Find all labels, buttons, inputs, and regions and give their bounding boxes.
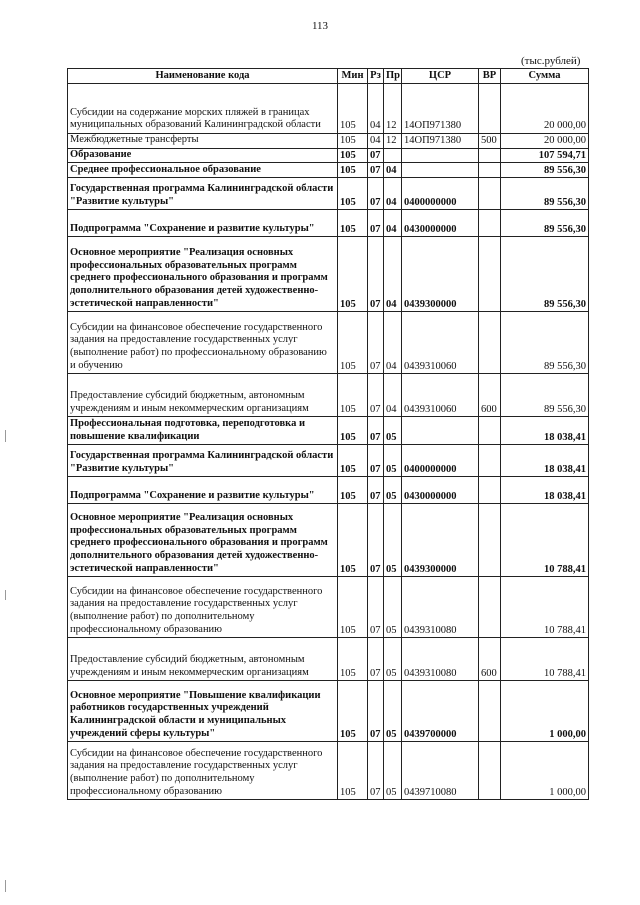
header-sum: Сумма xyxy=(501,69,589,84)
margin-mark xyxy=(5,430,6,442)
table-body xyxy=(68,84,589,800)
cell-pr: 04 xyxy=(384,163,402,178)
cell-csr xyxy=(402,163,479,178)
cell-csr: 0439710080 xyxy=(402,742,479,800)
cell-name: Субсидии на финансовое обеспечение государственного задания на предоставление государственных услуг (выполнение работ) по дополнительному профессиональному образованию xyxy=(68,742,338,800)
cell-name: Межбюджетные трансферты xyxy=(68,134,338,149)
table-row xyxy=(68,134,589,149)
cell-pr: 04 xyxy=(384,237,402,312)
cell-name: Субсидии на финансовое обеспечение государственного задания на предоставление государственных услуг (выполнение работ) по дополнительному профессиональному образованию xyxy=(68,577,338,638)
cell-sum: 10 788,41 xyxy=(501,638,589,681)
cell-min: 105 xyxy=(338,374,368,417)
cell-min: 105 xyxy=(338,504,368,577)
cell-pr: 05 xyxy=(384,742,402,800)
table-header-row xyxy=(68,69,589,84)
cell-sum: 1 000,00 xyxy=(501,681,589,742)
table-row xyxy=(68,638,589,681)
header-rz: Рз xyxy=(368,69,384,84)
cell-csr xyxy=(402,148,479,163)
cell-rz: 04 xyxy=(368,134,384,149)
cell-pr: 04 xyxy=(384,312,402,374)
cell-sum: 18 038,41 xyxy=(501,477,589,504)
cell-pr: 05 xyxy=(384,504,402,577)
units-label: (тыс.рублей) xyxy=(521,55,581,67)
cell-min: 105 xyxy=(338,638,368,681)
cell-pr: 04 xyxy=(384,178,402,210)
cell-min: 105 xyxy=(338,312,368,374)
cell-name: Образование xyxy=(68,148,338,163)
header-pr: Пр xyxy=(384,69,402,84)
cell-pr: 05 xyxy=(384,445,402,477)
cell-pr: 05 xyxy=(384,638,402,681)
cell-name: Основное мероприятие "Повышение квалификации работников государственных учреждений Калининградской области и муниципальных учреждений сферы культуры" xyxy=(68,681,338,742)
table-row xyxy=(68,84,589,134)
cell-vr xyxy=(479,312,501,374)
cell-vr xyxy=(479,148,501,163)
table-row xyxy=(68,417,589,445)
cell-pr: 04 xyxy=(384,374,402,417)
cell-vr xyxy=(479,210,501,237)
cell-csr: 0400000000 xyxy=(402,445,479,477)
cell-min: 105 xyxy=(338,178,368,210)
cell-csr: 0400000000 xyxy=(402,178,479,210)
cell-pr: 05 xyxy=(384,681,402,742)
table-row xyxy=(68,504,589,577)
cell-rz: 07 xyxy=(368,163,384,178)
cell-min: 105 xyxy=(338,681,368,742)
table-row xyxy=(68,237,589,312)
header-name: Наименование кода xyxy=(68,69,338,84)
cell-csr xyxy=(402,417,479,445)
cell-min: 105 xyxy=(338,742,368,800)
header-csr: ЦСР xyxy=(402,69,479,84)
cell-sum: 89 556,30 xyxy=(501,312,589,374)
cell-name: Основное мероприятие "Реализация основных профессиональных образовательных программ среднего профессионального образования и программ дополнительного образования детей художественно-эстетической направленности" xyxy=(68,237,338,312)
cell-sum: 20 000,00 xyxy=(501,134,589,149)
cell-csr: 0439310080 xyxy=(402,577,479,638)
cell-rz: 07 xyxy=(368,178,384,210)
cell-name: Предоставление субсидий бюджетным, автономным учреждениям и иным некоммерческим организациям xyxy=(68,638,338,681)
cell-name: Подпрограмма "Сохранение и развитие культуры" xyxy=(68,477,338,504)
table-row xyxy=(68,445,589,477)
cell-pr: 12 xyxy=(384,84,402,134)
cell-sum: 107 594,71 xyxy=(501,148,589,163)
cell-sum: 89 556,30 xyxy=(501,163,589,178)
cell-min: 105 xyxy=(338,445,368,477)
cell-rz: 07 xyxy=(368,148,384,163)
cell-rz: 04 xyxy=(368,84,384,134)
cell-name: Государственная программа Калининградской области "Развитие культуры" xyxy=(68,445,338,477)
cell-name: Профессиональная подготовка, переподготовка и повышение квалификации xyxy=(68,417,338,445)
cell-csr: 0439300000 xyxy=(402,237,479,312)
cell-rz: 07 xyxy=(368,417,384,445)
cell-rz: 07 xyxy=(368,210,384,237)
cell-name: Основное мероприятие "Реализация основных профессиональных образовательных программ среднего профессионального образования и программ дополнительного образования детей художественно-эстетической направленности" xyxy=(68,504,338,577)
cell-name: Государственная программа Калининградской области "Развитие культуры" xyxy=(68,178,338,210)
cell-sum: 10 788,41 xyxy=(501,577,589,638)
header-min: Мин xyxy=(338,69,368,84)
cell-csr: 14ОП971380 xyxy=(402,134,479,149)
cell-rz: 07 xyxy=(368,504,384,577)
cell-min: 105 xyxy=(338,477,368,504)
cell-csr: 0439310080 xyxy=(402,638,479,681)
cell-name: Предоставление субсидий бюджетным, автономным учреждениям и иным некоммерческим организациям xyxy=(68,374,338,417)
margin-mark xyxy=(5,590,6,600)
cell-rz: 07 xyxy=(368,312,384,374)
cell-sum: 18 038,41 xyxy=(501,445,589,477)
cell-sum: 89 556,30 xyxy=(501,210,589,237)
cell-sum: 20 000,00 xyxy=(501,84,589,134)
table-row xyxy=(68,148,589,163)
page-number: 113 xyxy=(311,20,329,32)
cell-min: 105 xyxy=(338,84,368,134)
cell-name: Субсидии на финансовое обеспечение государственного задания на предоставление государственных услуг (выполнение работ) по профессиональному образованию и обучению xyxy=(68,312,338,374)
cell-rz: 07 xyxy=(368,681,384,742)
cell-vr xyxy=(479,504,501,577)
cell-min: 105 xyxy=(338,237,368,312)
cell-vr xyxy=(479,742,501,800)
cell-pr: 04 xyxy=(384,210,402,237)
cell-min: 105 xyxy=(338,210,368,237)
cell-vr xyxy=(479,477,501,504)
cell-pr: 05 xyxy=(384,417,402,445)
cell-rz: 07 xyxy=(368,237,384,312)
cell-csr: 0430000000 xyxy=(402,477,479,504)
cell-name: Субсидии на содержание морских пляжей в границах муниципальных образований Калининградской области xyxy=(68,84,338,134)
cell-min: 105 xyxy=(338,148,368,163)
cell-sum: 18 038,41 xyxy=(501,417,589,445)
table-row xyxy=(68,577,589,638)
cell-csr: 14ОП971380 xyxy=(402,84,479,134)
cell-pr: 05 xyxy=(384,477,402,504)
cell-rz: 07 xyxy=(368,577,384,638)
cell-sum: 89 556,30 xyxy=(501,237,589,312)
cell-vr xyxy=(479,681,501,742)
cell-rz: 07 xyxy=(368,374,384,417)
cell-csr: 0439300000 xyxy=(402,504,479,577)
table-row xyxy=(68,163,589,178)
cell-min: 105 xyxy=(338,417,368,445)
table-row xyxy=(68,681,589,742)
cell-csr: 0430000000 xyxy=(402,210,479,237)
cell-rz: 07 xyxy=(368,477,384,504)
cell-min: 105 xyxy=(338,134,368,149)
cell-vr: 500 xyxy=(479,134,501,149)
table-row xyxy=(68,312,589,374)
cell-min: 105 xyxy=(338,163,368,178)
table-row xyxy=(68,477,589,504)
cell-csr: 0439310060 xyxy=(402,312,479,374)
cell-rz: 07 xyxy=(368,445,384,477)
table-row xyxy=(68,742,589,800)
cell-sum: 1 000,00 xyxy=(501,742,589,800)
budget-table xyxy=(67,68,589,800)
table-row xyxy=(68,178,589,210)
cell-pr: 12 xyxy=(384,134,402,149)
cell-vr: 600 xyxy=(479,638,501,681)
cell-csr: 0439700000 xyxy=(402,681,479,742)
cell-min: 105 xyxy=(338,577,368,638)
cell-vr xyxy=(479,163,501,178)
cell-sum: 89 556,30 xyxy=(501,178,589,210)
cell-vr: 600 xyxy=(479,374,501,417)
cell-vr xyxy=(479,178,501,210)
cell-csr: 0439310060 xyxy=(402,374,479,417)
cell-sum: 10 788,41 xyxy=(501,504,589,577)
cell-vr xyxy=(479,84,501,134)
cell-pr xyxy=(384,148,402,163)
cell-vr xyxy=(479,237,501,312)
cell-rz: 07 xyxy=(368,638,384,681)
cell-rz: 07 xyxy=(368,742,384,800)
cell-sum: 89 556,30 xyxy=(501,374,589,417)
margin-mark xyxy=(5,880,6,892)
cell-vr xyxy=(479,577,501,638)
cell-name: Среднее профессиональное образование xyxy=(68,163,338,178)
cell-pr: 05 xyxy=(384,577,402,638)
header-vr: ВР xyxy=(479,69,501,84)
cell-vr xyxy=(479,445,501,477)
table-row xyxy=(68,374,589,417)
cell-name: Подпрограмма "Сохранение и развитие культуры" xyxy=(68,210,338,237)
table-row xyxy=(68,210,589,237)
cell-vr xyxy=(479,417,501,445)
